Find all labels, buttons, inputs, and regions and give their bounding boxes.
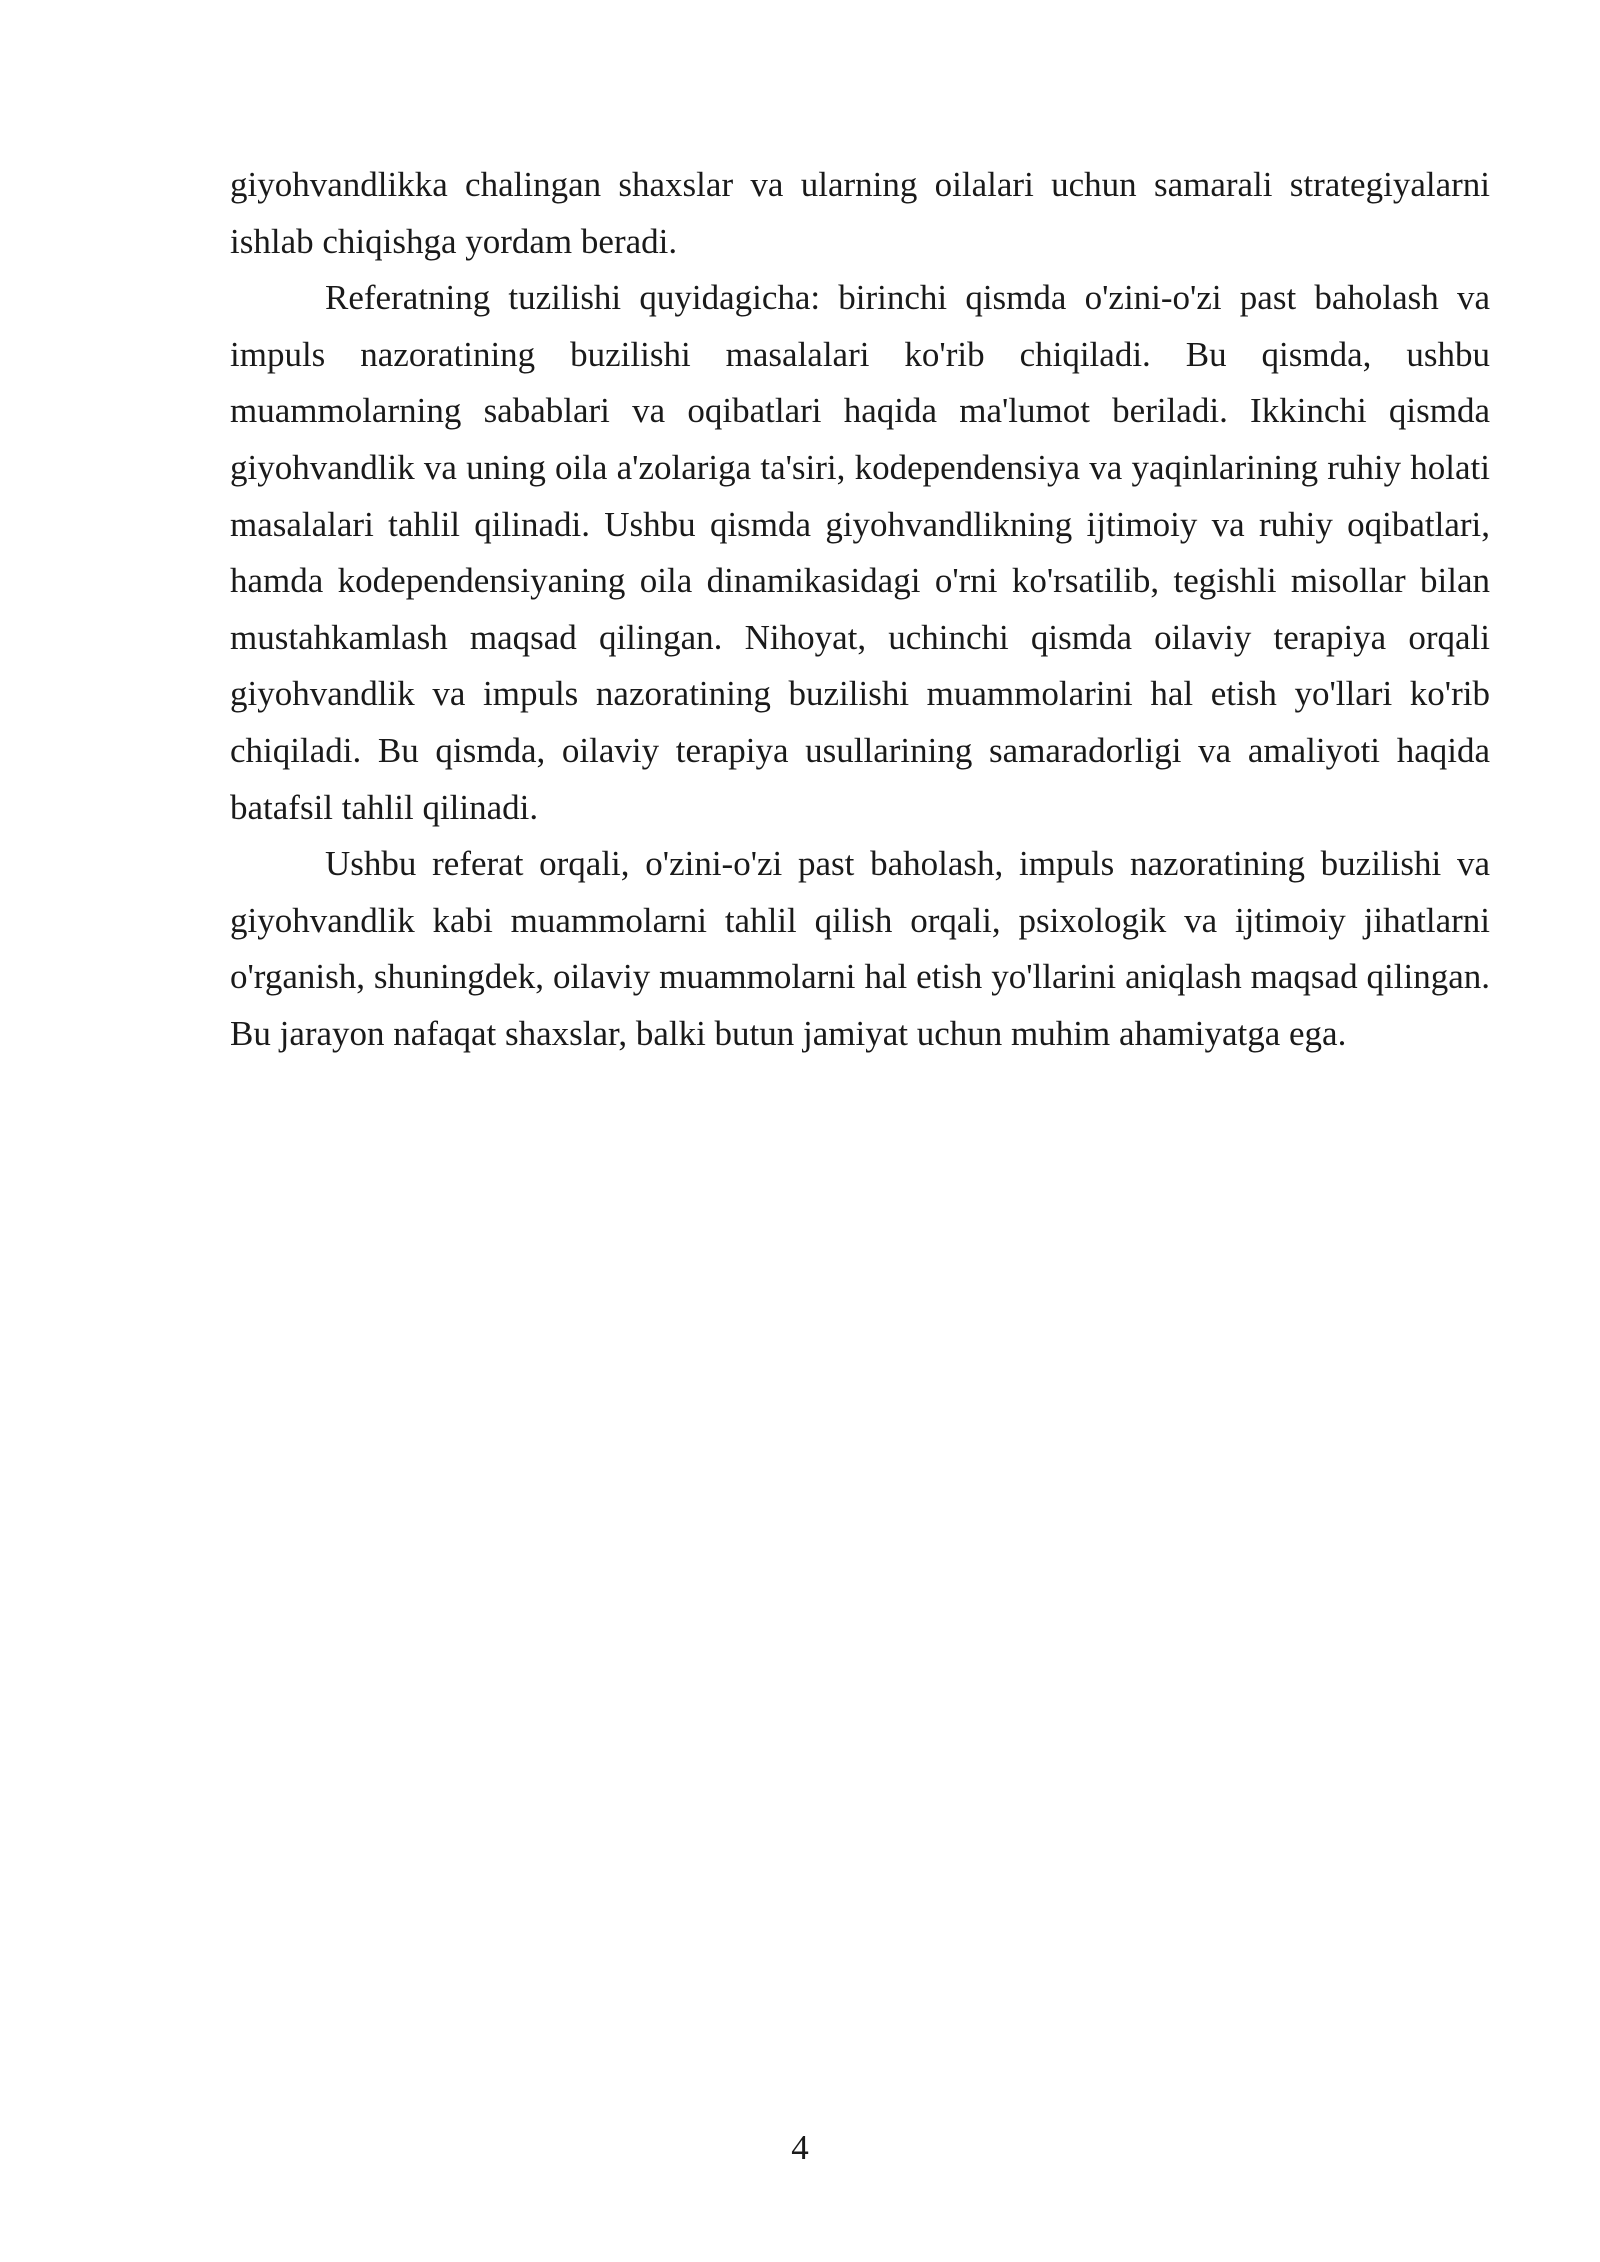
body-text	[230, 157, 1490, 1063]
paragraph-continuation: giyohvandlikka chalingan shaxslar va ularning oilalari uchun samarali strategiyalarni ishlab chiqishga yordam beradi.	[230, 165, 1490, 261]
paragraph-structure: Referatning tuzilishi quyidagicha: birinchi qismda o'zini-o'zi past baholash va impuls nazoratining buzilishi masalalari ko'rib chiqiladi. Bu qismda, ushbu muammolarning sabablari va oqibatlari haqida ma'lumot beriladi. Ikkinchi qismda giyohvandlik va uning oila a'zolariga ta'siri, kodependensiya va yaqinlarining ruhiy holati masalalari tahlil qilinadi. Ushbu qismda giyohvandlikning ijtimoiy va ruhiy oqibatlari, hamda kodependensiyaning oila dinamikasidagi o'rni ko'rsatilib, tegishli misollar bilan mustahkamlash maqsad qilingan. Nihoyat, uchinchi qismda oilaviy terapiya orqali giyohvandlik va impuls nazoratining buzilishi muammolarini hal etish yo'llari ko'rib chiqiladi. Bu qismda, oilaviy terapiya usullarining samaradorligi va amaliyoti haqida batafsil tahlil qilinadi.	[230, 278, 1490, 827]
page-number: 4	[791, 2128, 809, 2167]
paragraph-conclusion: Ushbu referat orqali, o'zini-o'zi past baholash, impuls nazoratining buzilishi va giyohvandlik kabi muammolarni tahlil qilish orqali, psixologik va ijtimoiy jihatlarni o'rganish, shuningdek, oilaviy muammolarni hal etish yo'llarini aniqlash maqsad qilingan. Bu jarayon nafaqat shaxslar, balki butun jamiyat uchun muhim ahamiyatga ega.	[230, 844, 1490, 1053]
